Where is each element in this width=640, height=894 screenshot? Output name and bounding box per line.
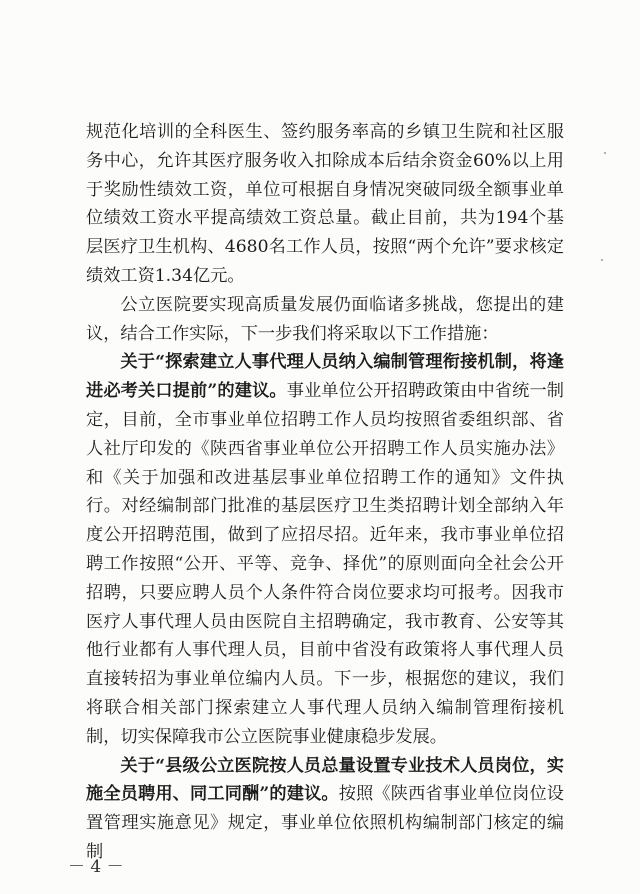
page-number: － 4 － bbox=[68, 857, 124, 877]
body-text: 事业单位公开招聘政策由中省统一制定，目前，全市事业单位招聘工作人员均按照省委组织部、省人社厅印发的《陕西省事业单位公开招聘工作人员实施办法》和《关于加强和改进基层事业单位招聘工作的通知》文件执行。对经编制部门批准的基层医疗卫生类招聘计划全部纳入年度公开招聘范围，做到了应招尽招。近年来，我市事业单位招聘工作按照“公开、平等、竞争、择优”的原则面向全社会公开招聘，只要应聘人员个人条件符合岗位要求均可报考。因我市医疗人事代理人员由医院自主招聘确定，我市教育、公安等其他行业都有人事代理人员，目前中省没有政策将人事代理人员直接转招为事业单位编内人员。下一步，根据您的建议，我们将联合相关部门探索建立人事代理人员纳入编制管理衔接机制，切实保障我市公立医院事业健康稳步发展。 bbox=[86, 381, 564, 747]
scan-speck bbox=[601, 259, 603, 261]
paragraph-p2 bbox=[86, 291, 564, 349]
body-text: 规范化培训的全科医生、签约服务率高的乡镇卫生院和社区服务中心，允许其医疗服务收入扣除成本后结余资金60%以上用于奖励性绩效工资，单位可根据自身情况突破同级全额事业单位绩效工资水平提高绩效工资总量。截止目前，共为194个基层医疗卫生机构、4680名工作人员，按照“两个允许”要求核定绩效工资1.34亿元。 bbox=[86, 122, 564, 286]
paragraph-p4 bbox=[86, 752, 564, 867]
paragraph-p1 bbox=[86, 118, 564, 291]
bold-heading-text: 关于“探索建立人事代理人员纳入编制管理衔接机制，将逢进必考关口提前”的建议。 bbox=[86, 352, 564, 402]
document-body bbox=[86, 118, 564, 867]
scan-speck bbox=[604, 152, 606, 154]
paragraph-p3 bbox=[86, 348, 564, 751]
body-text: 按照《陕西省事业单位岗位设置管理实施意见》规定，事业单位依照机构编制部门核定的编制 bbox=[86, 784, 564, 862]
body-text: 公立医院要实现高质量发展仍面临诸多挑战，您提出的建议，结合工作实际，下一步我们将采取以下工作措施： bbox=[86, 294, 564, 344]
bold-heading-text: 关于“县级公立医院按人员总量设置专业技术人员岗位，实施全员聘用、同工同酬”的建议。 bbox=[86, 755, 564, 805]
